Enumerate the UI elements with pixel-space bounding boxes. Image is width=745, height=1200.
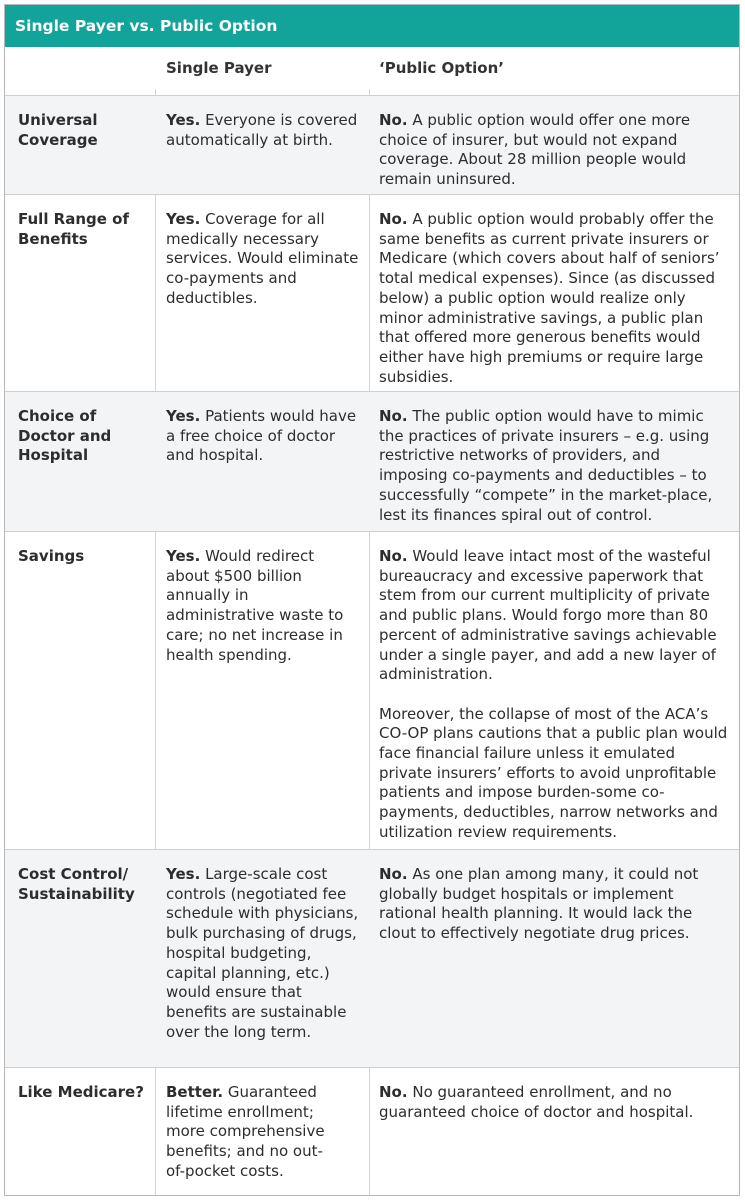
row-savings <box>5 531 739 849</box>
single-payer-cell: Better. Guaranteed lifetime enrollment; more comprehensive benefits; and no out-of-pocket costs. <box>166 1083 325 1180</box>
header-single-payer: Single Payer <box>166 59 272 77</box>
public-option-cell: No. Would leave intact most of the wasteful bureaucracy and excessive paperwork that stem from our current multiplicity of private and public plans. Would forgo more than 80 percent of administrative savings achievable under a single payer, and add a new layer of administration. Moreover, the collapse of most of the ACA’s CO-OP plans cautions that a public plan would face financial failure unless it emulated private insurers’ efforts to avoid unprofitable patients and impose burden-some co-payments, deductibles, narrow networks and utilization review requirements. <box>379 547 728 841</box>
header-public-option: ‘Public Option’ <box>379 59 504 77</box>
row-choice-of-doctor <box>5 391 739 531</box>
public-option-cell: No. As one plan among many, it could not globally budget hospitals or implement rational health planning. It would lack the clout to effectively negotiate drug prices. <box>379 865 699 943</box>
row-cost-control <box>5 849 739 1067</box>
single-payer-cell: Yes. Patients would have a free choice of doctor and hospital. <box>166 407 357 465</box>
single-payer-cell: Yes. Coverage for all medically necessary services. Would eliminate co-payments and deductibles. <box>166 210 359 307</box>
single-payer-cell: Yes. Would redirect about $500 billion annually in administrative waste to care; no net increase in health spending. <box>166 547 344 664</box>
row-full-range-of-benefits <box>5 194 739 391</box>
row-label: Universal Coverage <box>18 111 98 149</box>
row-label: Savings <box>18 547 85 565</box>
column-headers <box>5 47 739 95</box>
single-payer-cell: Yes. Large-scale cost controls (negotiated fee schedule with physicians, bulk purchasing of drugs, hospital budgeting, capital planning, etc.) would ensure that benefits are sustainable over the long term. <box>166 865 359 1041</box>
row-universal-coverage <box>5 95 739 194</box>
row-label: Choice of Doctor and Hospital <box>18 407 112 465</box>
single-payer-cell: Yes. Everyone is covered automatically at birth. <box>166 111 358 149</box>
comparison-table <box>4 4 740 1196</box>
row-like-medicare <box>5 1067 739 1196</box>
row-label: Full Range of Benefits <box>18 210 129 248</box>
table-title: Single Payer vs. Public Option <box>5 5 739 47</box>
public-option-cell: No. A public option would offer one more choice of insurer, but would not expand coverage. About 28 million people would remain uninsured. <box>379 111 691 189</box>
row-label: Like Medicare? <box>18 1083 144 1101</box>
public-option-cell: No. No guaranteed enrollment, and no guaranteed choice of doctor and hospital. <box>379 1083 694 1121</box>
row-label: Cost Control/ Sustainability <box>18 865 135 903</box>
public-option-cell: No. The public option would have to mimic the practices of private insurers – e.g. using restrictive networks of providers, and imposing co-payments and deductibles – to successfully “compete” in the market-place, lest its finances spiral out of control. <box>379 407 713 524</box>
public-option-cell: No. A public option would probably offer the same benefits as current private insurers or Medicare (which covers about half of seniors’ total medical expenses). Since (as discussed below) a public option would realize only minor administrative savings, a public plan that offered more generous benefits would either have high premiums or require large subsidies. <box>379 210 720 386</box>
